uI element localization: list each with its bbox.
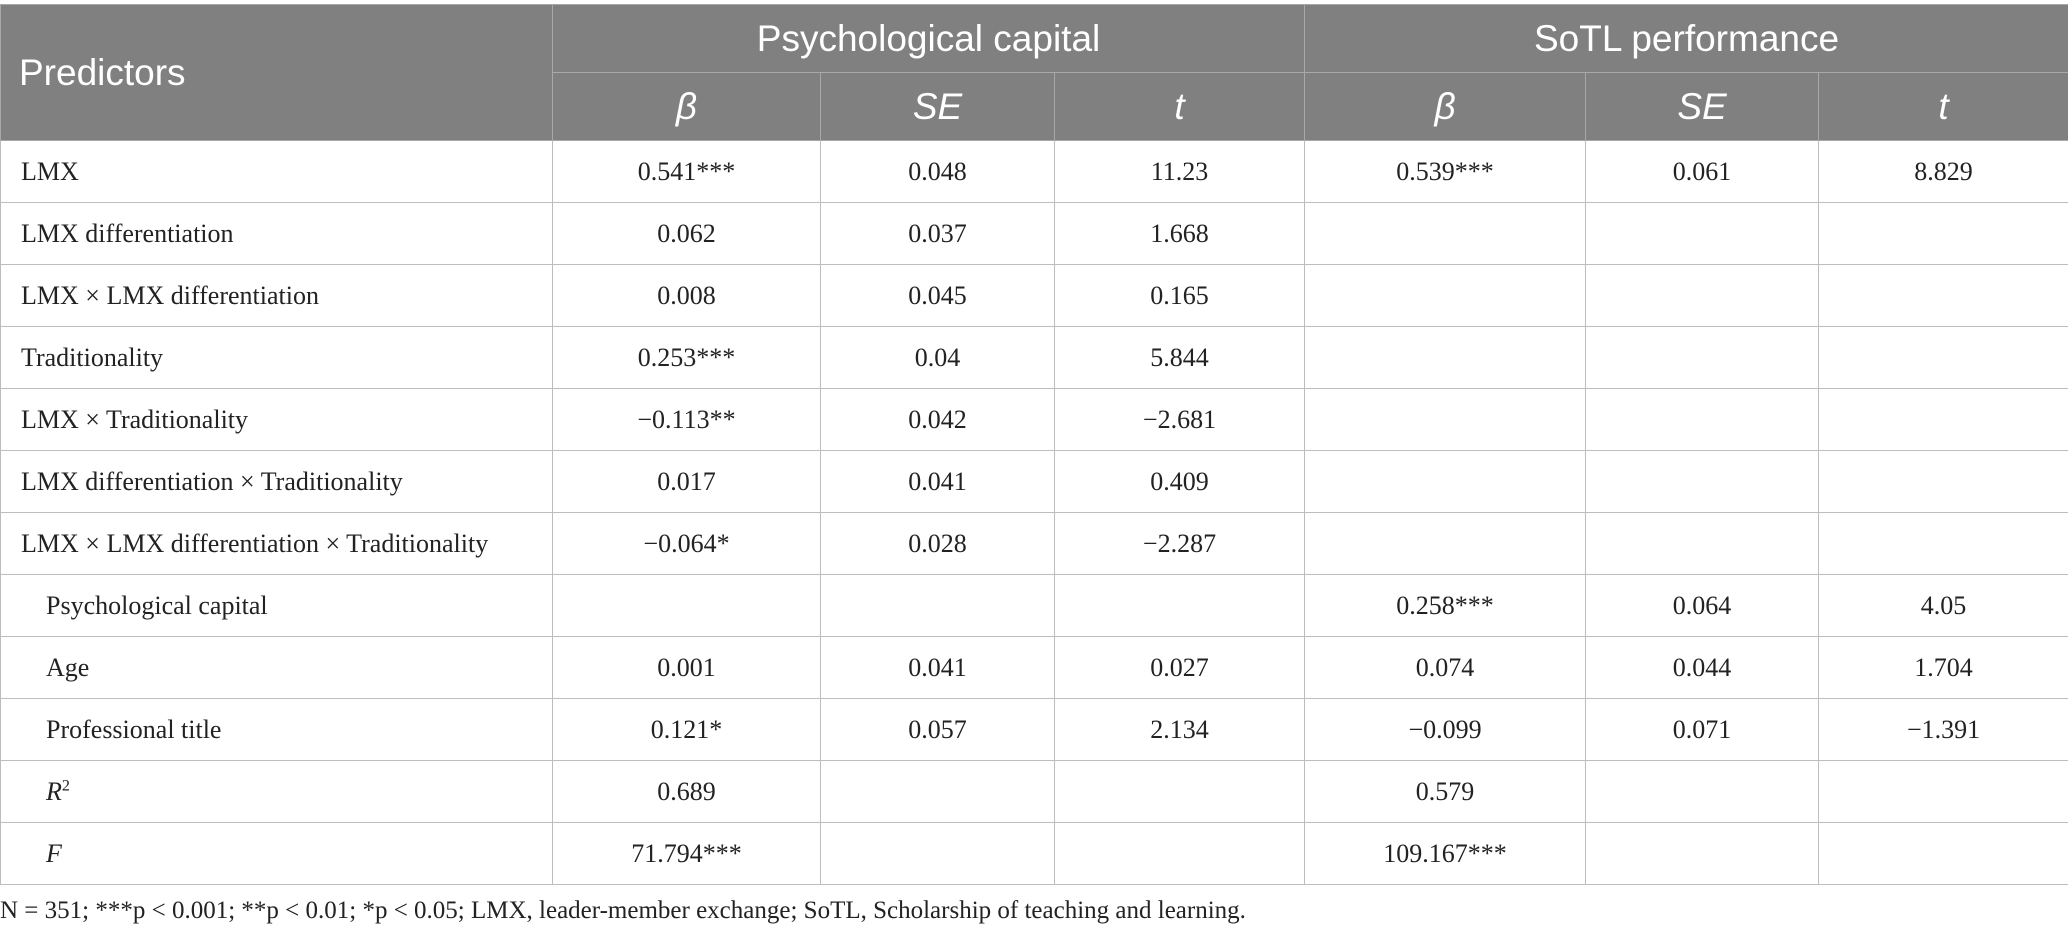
row-label: LMX × LMX differentiation [1,265,553,327]
table-cell [553,575,821,637]
table-cell [1819,761,2068,823]
table-row [1,637,2068,699]
table-cell: −2.681 [1055,389,1305,451]
header-row-groups [1,5,2068,73]
table-row [1,265,2068,327]
row-label: LMX × LMX differentiation × Traditionality [1,513,553,575]
table-cell: 0.541*** [553,141,821,203]
row-label: LMX [1,141,553,203]
table-row [1,823,2068,885]
row-label: Traditionality [1,327,553,389]
table-cell [1305,451,1586,513]
table-cell: −0.064* [553,513,821,575]
table-cell [1819,823,2068,885]
table-cell [1586,823,1819,885]
table-cell [821,823,1055,885]
table-cell [1586,265,1819,327]
table-cell: 0.064 [1586,575,1819,637]
table-cell: 0.045 [821,265,1055,327]
table-cell: −1.391 [1819,699,2068,761]
table-row [1,141,2068,203]
table-cell: 71.794*** [553,823,821,885]
header-predictors: Predictors [1,5,553,141]
table-cell [1586,389,1819,451]
table-footnote: N = 351; ***p < 0.001; **p < 0.01; *p < 0.05; LMX, leader-member exchange; SoTL, Scholarship of teaching and learning. [0,897,1246,924]
header-sotl-performance: SoTL performance [1305,5,2068,73]
row-label: Psychological capital [1,575,553,637]
row-label: LMX × Traditionality [1,389,553,451]
table-cell: 0.062 [553,203,821,265]
table-cell: 0.258*** [1305,575,1586,637]
table-cell: 4.05 [1819,575,2068,637]
table-cell: 0.165 [1055,265,1305,327]
header-se: SE [1586,73,1819,141]
table-cell [1305,203,1586,265]
table-cell: 0.539*** [1305,141,1586,203]
regression-table [0,4,2068,885]
table-cell: −0.099 [1305,699,1586,761]
table-cell [1819,203,2068,265]
table-cell: 1.668 [1055,203,1305,265]
table-row [1,761,2068,823]
row-label: Professional title [1,699,553,761]
table-cell: 2.134 [1055,699,1305,761]
table-cell [1819,327,2068,389]
row-label: LMX differentiation [1,203,553,265]
table-cell: 0.027 [1055,637,1305,699]
table-cell: −0.113** [553,389,821,451]
table-cell [821,761,1055,823]
r-squared-label: R [46,776,62,806]
table-cell [1305,265,1586,327]
table-cell [821,575,1055,637]
table-cell: 0.121* [553,699,821,761]
table-cell: −2.287 [1055,513,1305,575]
table-cell [1305,389,1586,451]
f-statistic-label: F [46,838,62,868]
table-cell: 0.041 [821,451,1055,513]
table-cell: 1.704 [1819,637,2068,699]
header-se: SE [821,73,1055,141]
table-cell: 0.057 [821,699,1055,761]
table-cell: 11.23 [1055,141,1305,203]
table-row [1,203,2068,265]
table-cell [1819,389,2068,451]
table-cell [1586,513,1819,575]
table-cell [1819,265,2068,327]
header-psychological-capital: Psychological capital [553,5,1305,73]
table-cell: 0.001 [553,637,821,699]
table-cell: 0.579 [1305,761,1586,823]
row-label [1,823,553,885]
table-cell: 0.04 [821,327,1055,389]
table-cell [1305,513,1586,575]
table-cell: 0.044 [1586,637,1819,699]
table-cell [1819,513,2068,575]
header-beta: β [553,73,821,141]
table-cell: 109.167*** [1305,823,1586,885]
table-row [1,389,2068,451]
row-label: LMX differentiation × Traditionality [1,451,553,513]
table-cell [1586,451,1819,513]
r-squared-sup: 2 [61,776,70,794]
table-cell: 0.071 [1586,699,1819,761]
table-cell [1586,203,1819,265]
header-beta: β [1305,73,1586,141]
table-cell: 0.042 [821,389,1055,451]
table-cell [1586,327,1819,389]
header-t: t [1819,73,2068,141]
table-cell: 5.844 [1055,327,1305,389]
table-cell: 0.074 [1305,637,1586,699]
table-cell: 0.037 [821,203,1055,265]
table-row [1,513,2068,575]
table-cell: 0.689 [553,761,821,823]
table-cell: 0.008 [553,265,821,327]
table-row [1,699,2068,761]
table-cell [1055,575,1305,637]
table-cell: 0.017 [553,451,821,513]
table-row [1,451,2068,513]
table-cell: 0.061 [1586,141,1819,203]
header-t: t [1055,73,1305,141]
row-label: Age [1,637,553,699]
table-cell [1305,327,1586,389]
table-cell: 0.028 [821,513,1055,575]
table-cell [1055,823,1305,885]
table-cell: 0.409 [1055,451,1305,513]
table-cell: 0.048 [821,141,1055,203]
table-cell: 0.253*** [553,327,821,389]
table-cell [1586,761,1819,823]
table-cell [1819,451,2068,513]
table-row [1,327,2068,389]
table-row [1,575,2068,637]
table-cell: 8.829 [1819,141,2068,203]
table-cell [1055,761,1305,823]
row-label [1,761,553,823]
table-cell: 0.041 [821,637,1055,699]
